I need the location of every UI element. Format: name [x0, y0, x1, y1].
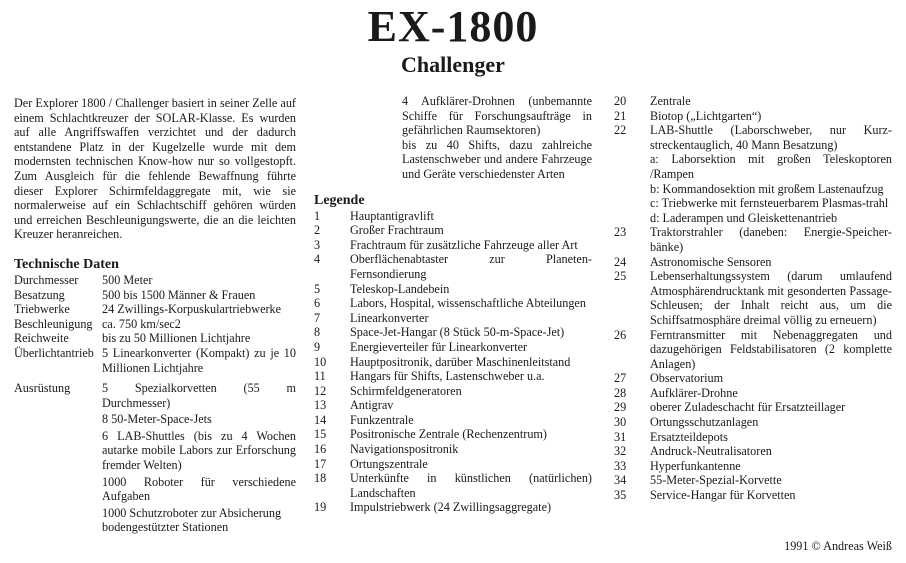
legend-item — [614, 459, 892, 474]
legend-text: Hangars für Shifts, Lastenschweber u.a. — [350, 369, 545, 384]
legend-text: 55-Meter-Spezial-Korvette — [650, 473, 782, 488]
legend-item — [614, 386, 892, 401]
specs-heading: Technische Daten — [14, 256, 119, 272]
spec-row — [14, 288, 296, 303]
legend-number: 7 — [314, 310, 321, 325]
legend-text: Lebenserhaltungssystem (darum umlaufend Atmosphärendrucktank mit gesonderten Passage-Schleusen; der Inhalt reicht aus, um die Schiffsatmosphäre dreimal völlig zu erneuern) — [650, 269, 892, 327]
equipment-item: bis zu 40 Shifts, dazu zahlreiche Lastenschweber und andere Fahrzeuge und Geräte verschiedenster Arten — [402, 137, 592, 181]
legend-item — [314, 355, 592, 370]
legend-text: Energieverteiler für Linearkonverter — [350, 339, 528, 354]
legend-number: 15 — [314, 427, 327, 442]
legend-item — [314, 413, 592, 428]
spec-key: Durchmesser — [14, 272, 79, 287]
legend-item — [314, 296, 592, 311]
legend-number: 30 — [614, 415, 627, 430]
legend-number: 17 — [314, 456, 327, 471]
legend-text: b: Kommandosektion mit großem Lastenaufzug — [650, 181, 884, 196]
legend-number: 23 — [614, 225, 627, 240]
legend-number: 5 — [314, 281, 321, 296]
legend-item — [314, 252, 592, 281]
legend-item — [314, 384, 592, 399]
legend-text: LAB-Shuttle (Laborschweber, nur Kurz-streckentauglich, 40 Mann Besatzung) — [650, 123, 892, 152]
legend-number: 9 — [314, 339, 321, 354]
legend-item — [614, 225, 892, 254]
legend-text: Space-Jet-Hangar (8 Stück 50-m-Space-Jet) — [350, 325, 565, 340]
legend-text: Zentrale — [650, 94, 691, 108]
legend-item — [614, 444, 892, 459]
spec-row — [14, 317, 296, 332]
legend-item — [314, 325, 592, 340]
specs-list — [14, 273, 296, 535]
legend-item — [314, 369, 592, 384]
legend-item — [314, 457, 592, 472]
legend-text: Biotop („Lichtgarten“) — [650, 108, 762, 123]
legend-number: 13 — [314, 398, 327, 413]
legend-item — [314, 238, 592, 253]
spec-key: Überlichtantrieb — [14, 345, 94, 360]
legend-text: Ortungsschutzanlagen — [650, 415, 759, 430]
legend-text: Impulstriebwerk (24 Zwillingsaggregate) — [350, 500, 552, 515]
legend-item — [614, 123, 892, 152]
legend-item — [314, 340, 592, 355]
legend-text: Ferntransmitter mit Nebenaggregaten und dazugehörigen Feldstabilisatoren (2 komplette Anlagen) — [650, 327, 892, 371]
legend-number: 32 — [614, 444, 627, 459]
legend-number: 29 — [614, 400, 627, 415]
legend-item — [614, 255, 892, 270]
page-title: EX-1800 — [367, 2, 539, 51]
legend-number: 35 — [614, 488, 627, 503]
legend-number: 28 — [614, 385, 627, 400]
legend-number: 8 — [314, 325, 321, 340]
legend-item — [614, 211, 892, 226]
legend-item — [614, 269, 892, 327]
legend-text: Antigrav — [350, 398, 394, 413]
legend-item — [314, 209, 592, 224]
legend-item — [314, 282, 592, 297]
legend-item — [614, 430, 892, 445]
legend-number: 24 — [614, 254, 627, 269]
legend-text: Großer Frachtraum — [350, 223, 444, 238]
equipment-item: 1000 Roboter für verschiedene Aufgaben — [102, 474, 296, 504]
legend-item — [614, 109, 892, 124]
legend-heading: Legende — [314, 192, 365, 208]
legend-number: 10 — [314, 354, 327, 369]
spec-value: bis zu 50 Millionen Lichtjahre — [102, 331, 251, 346]
legend-item — [314, 398, 592, 413]
legend-text: Oberflächenabtaster zur Planeten-Fernsondierung — [350, 252, 592, 281]
spec-row — [14, 273, 296, 288]
legend-number: 1 — [314, 208, 321, 223]
legend-text: Teleskop-Landebein — [350, 281, 450, 296]
equipment-item: 5 Spezialkorvetten (55 m Durchmesser) — [102, 381, 296, 410]
legend-text: d: Laderampen und Gleiskettenantrieb — [650, 210, 838, 225]
spec-value: 5 Linearkonverter (Kompakt) zu je 10 Millionen Lichtjahre — [102, 345, 296, 375]
legend-number: 22 — [614, 123, 627, 138]
equipment-item: 1000 Schutzroboter zur Absicherung bodengestützter Stationen — [102, 505, 282, 535]
spec-value: ca. 750 km/sec2 — [102, 316, 181, 331]
legend-number: 26 — [614, 327, 627, 342]
legend-number: 12 — [314, 383, 327, 398]
legend-number: 6 — [314, 296, 321, 311]
legend-text: Funkzentrale — [350, 412, 414, 427]
spec-key: Beschleunigung — [14, 316, 93, 331]
legend-text: a: Laborsektion mit großen Teleskoptoren /Rampen — [650, 152, 892, 181]
legend-number — [614, 152, 650, 181]
legend-text: oberer Zuladeschacht für Ersatzteillager — [650, 400, 846, 415]
legend-item — [314, 223, 592, 238]
page-subtitle: Challenger — [401, 52, 505, 77]
legend-text: c: Triebwerke mit fernsteuerbarem Plasmas-trahl — [650, 196, 889, 211]
spec-row — [14, 302, 296, 317]
equipment-item: 6 LAB-Shuttles (bis zu 4 Wochen autarke mobile Labors zur Erforschung fremder Welten) — [102, 428, 296, 473]
legend-number: 16 — [314, 442, 327, 457]
legend-item — [614, 371, 892, 386]
legend-number: 21 — [614, 108, 627, 123]
spec-row — [14, 331, 296, 346]
legend-number: 4 — [314, 252, 321, 267]
legend-text: Linearkonverter — [350, 310, 429, 325]
legend-item — [614, 415, 892, 430]
equipment-row — [14, 381, 296, 535]
legend-number: 2 — [314, 223, 321, 238]
legend-number: 34 — [614, 473, 627, 488]
legend-number: 25 — [614, 269, 627, 284]
legend-item — [314, 500, 592, 515]
spec-value: 500 bis 1500 Männer & Frauen — [102, 287, 256, 302]
legend-item — [614, 473, 892, 488]
legend-text: Frachtraum für zusätzliche Fahrzeuge aller Art — [350, 237, 578, 252]
legend-text: Hauptantigravlift — [350, 208, 434, 223]
legend-number — [614, 182, 650, 197]
equipment-item: 8 50-Meter-Space-Jets — [102, 412, 212, 427]
legend-number: 31 — [614, 429, 627, 444]
equipment-label: Ausrüstung — [14, 381, 71, 396]
legend-item — [614, 94, 892, 109]
legend-text: Ortungszentrale — [350, 456, 428, 471]
legend-item — [614, 400, 892, 415]
legend-item — [314, 427, 592, 442]
legend-list — [314, 209, 592, 515]
legend-number — [614, 211, 650, 226]
legend-text: Traktorstrahler (daneben: Energie-Speicher-bänke) — [650, 225, 892, 254]
column-middle — [314, 94, 592, 515]
spec-key: Reichweite — [14, 331, 69, 346]
legend-text: Schirmfeldgeneratoren — [350, 383, 462, 398]
legend-number: 14 — [314, 412, 327, 427]
spec-key: Triebwerke — [14, 302, 70, 317]
legend-number: 11 — [314, 369, 326, 384]
legend-number: 27 — [614, 371, 627, 386]
legend-text: Positronische Zentrale (Rechenzentrum) — [350, 427, 547, 442]
legend-item — [614, 328, 892, 372]
legend-text: Service-Hangar für Korvetten — [650, 488, 796, 503]
spec-row — [14, 346, 296, 375]
legend-item — [614, 488, 892, 503]
legend-text: Andruck-Neutralisatoren — [650, 444, 772, 459]
legend-text: Labors, Hospital, wissenschaftliche Abteilungen — [350, 296, 586, 311]
copyright: 1991 © Andreas Weiß — [784, 539, 892, 553]
legend-number: 3 — [314, 237, 321, 252]
spec-key: Besatzung — [14, 287, 65, 302]
legend-number: 18 — [314, 471, 327, 486]
legend-text: Unterkünfte in künstlichen (natürlichen) Landschaften — [350, 471, 592, 500]
legend-text: Observatorium — [650, 371, 724, 386]
legend-number: 19 — [314, 500, 327, 515]
intro-paragraph: Der Explorer 1800 / Challenger basiert in seiner Zelle auf einem Schlachtkreuzer der SOLAR-Klasse. Es wurden auf alle Angriffswaffen verzichtet und der dadurch entstandene Platz in der Kugelzelle wurde mit dem modernsten technischen Know-how nur so vollgestopft. Zum Ausgleich für die fehlende Bewaffnung führte dieser Explorer Schirmfeldaggregate mit, wie sie normalerweise auf ein Schlachtschiff gehören würden und erreichen Beschleunigungswerte, die an die leichten Kreuzer heranreichen. — [14, 96, 296, 242]
legend-item — [314, 442, 592, 457]
legend-number: 20 — [614, 94, 627, 108]
legend-text: Astronomische Sensoren — [650, 254, 772, 269]
legend-number: 33 — [614, 458, 627, 473]
legend-item — [314, 311, 592, 326]
legend-text: Navigationspositronik — [350, 442, 459, 457]
spec-value: 24 Zwillings-Korpuskulartriebwerke — [102, 302, 282, 317]
legend-text: Hyperfunkantenne — [650, 458, 741, 473]
legend-list-continued — [614, 94, 892, 503]
legend-item — [614, 152, 892, 181]
legend-text: Ersatzteildepots — [650, 429, 728, 444]
legend-number — [614, 196, 650, 211]
spec-value: 500 Meter — [102, 272, 153, 287]
legend-text: Aufklärer-Drohne — [650, 385, 738, 400]
legend-item — [614, 196, 892, 211]
equipment-item: 4 Aufklärer-Drohnen (unbemannte Schiffe für Forschungsaufträge in gefährlichen Raumsektoren) — [402, 94, 592, 138]
column-left — [14, 96, 296, 535]
legend-item — [314, 471, 592, 500]
legend-item — [614, 182, 892, 197]
legend-text: Hauptpositronik, darüber Maschinenleitstand — [350, 354, 571, 369]
